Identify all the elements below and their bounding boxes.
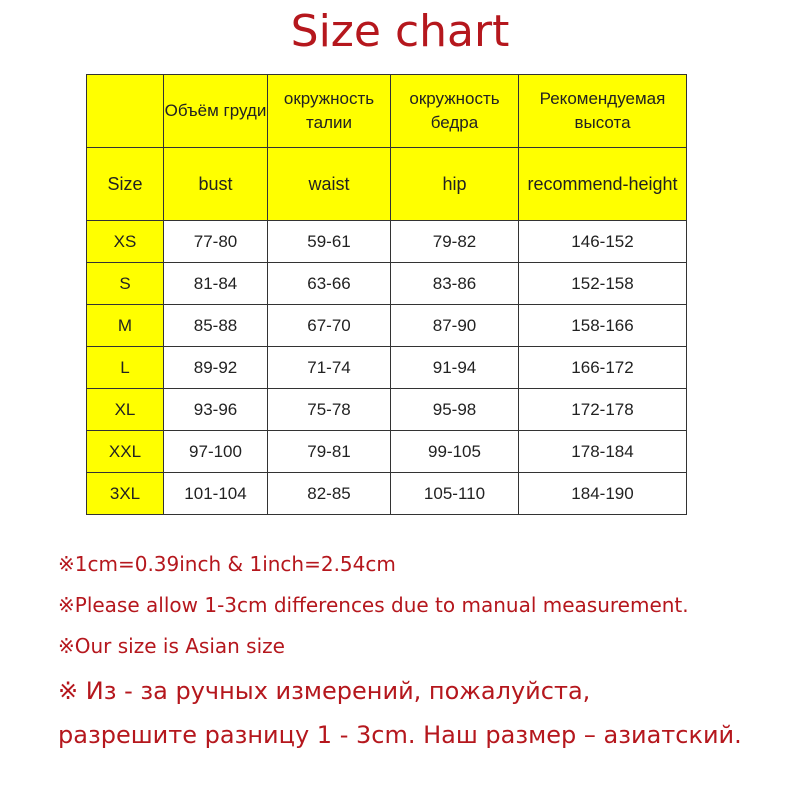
- header-en-cell: hip: [391, 148, 519, 221]
- header-en-cell: recommend-height: [519, 148, 687, 221]
- notes-section: [58, 544, 788, 757]
- header-ru-cell: Рекомендуемая высота: [519, 75, 687, 148]
- table-cell: 184-190: [519, 473, 687, 515]
- table-cell: 87-90: [391, 305, 519, 347]
- table-cell: 93-96: [164, 389, 268, 431]
- table-cell: 82-85: [268, 473, 391, 515]
- table-cell: 105-110: [391, 473, 519, 515]
- header-en-cell: waist: [268, 148, 391, 221]
- table-cell: 59-61: [268, 221, 391, 263]
- table-cell: 89-92: [164, 347, 268, 389]
- asian-size-note: ※Our size is Asian size: [58, 634, 285, 658]
- table-cell: 71-74: [268, 347, 391, 389]
- size-cell: XS: [87, 221, 164, 263]
- table-cell: 79-81: [268, 431, 391, 473]
- table-cell: 67-70: [268, 305, 391, 347]
- conversion-note: ※1cm=0.39inch & 1inch=2.54cm: [58, 552, 396, 576]
- table-cell: 79-82: [391, 221, 519, 263]
- table-cell: 63-66: [268, 263, 391, 305]
- header-ru-cell: окружность талии: [268, 75, 391, 148]
- size-cell: 3XL: [87, 473, 164, 515]
- table-row: [87, 263, 687, 305]
- header-ru-cell: окружность бедра: [391, 75, 519, 148]
- table-row: [87, 389, 687, 431]
- header-ru-cell: [87, 75, 164, 148]
- russian-note-line-2: разрешите разницу 1 - 3cm. Наш размер – азиатский.: [58, 721, 742, 749]
- size-cell: L: [87, 347, 164, 389]
- table-row: [87, 431, 687, 473]
- table-cell: 146-152: [519, 221, 687, 263]
- table-cell: 95-98: [391, 389, 519, 431]
- header-row-en: [87, 148, 687, 221]
- size-cell: XL: [87, 389, 164, 431]
- table-cell: 158-166: [519, 305, 687, 347]
- table-cell: 81-84: [164, 263, 268, 305]
- table-cell: 75-78: [268, 389, 391, 431]
- table-cell: 152-158: [519, 263, 687, 305]
- table-cell: 178-184: [519, 431, 687, 473]
- size-cell: S: [87, 263, 164, 305]
- table-row: [87, 473, 687, 515]
- table-cell: 166-172: [519, 347, 687, 389]
- table-cell: 172-178: [519, 389, 687, 431]
- table-cell: 83-86: [391, 263, 519, 305]
- header-row-ru: [87, 75, 687, 148]
- russian-note-line-1: ※ Из - за ручных измерений, пожалуйста,: [58, 677, 591, 705]
- table-cell: 101-104: [164, 473, 268, 515]
- measurement-note: ※Please allow 1-3cm differences due to manual measurement.: [58, 593, 689, 617]
- page-title: Size chart: [290, 6, 510, 57]
- size-table: [86, 74, 687, 515]
- size-cell: M: [87, 305, 164, 347]
- table-cell: 91-94: [391, 347, 519, 389]
- header-ru-cell: Объём груди: [164, 75, 268, 148]
- table-cell: 97-100: [164, 431, 268, 473]
- header-en-cell: Size: [87, 148, 164, 221]
- table-row: [87, 305, 687, 347]
- table-row: [87, 347, 687, 389]
- table-row: [87, 221, 687, 263]
- table-cell: 99-105: [391, 431, 519, 473]
- header-en-cell: bust: [164, 148, 268, 221]
- table-cell: 85-88: [164, 305, 268, 347]
- size-cell: XXL: [87, 431, 164, 473]
- table-cell: 77-80: [164, 221, 268, 263]
